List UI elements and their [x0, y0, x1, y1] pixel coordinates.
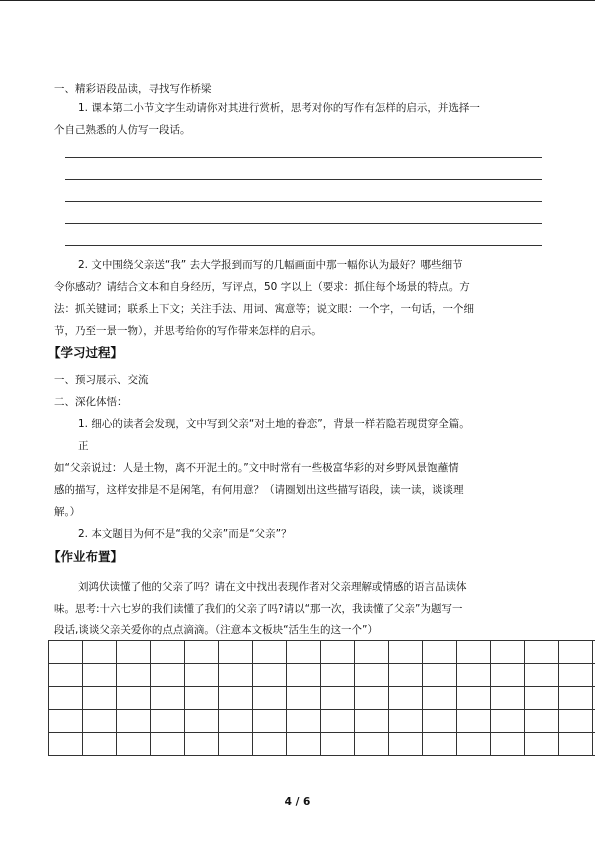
grid-cell[interactable] — [83, 710, 117, 733]
grid-cell[interactable] — [83, 664, 117, 687]
grid-cell[interactable] — [559, 687, 593, 710]
grid-cell[interactable] — [457, 664, 491, 687]
grid-cell[interactable] — [185, 664, 219, 687]
process-step-1: 一、预习展示、交流 — [54, 374, 149, 386]
grid-cell[interactable] — [287, 687, 321, 710]
grid-cell[interactable] — [253, 710, 287, 733]
grid-cell[interactable] — [219, 733, 253, 756]
grid-cell[interactable] — [389, 641, 423, 664]
grid-cell[interactable] — [457, 710, 491, 733]
grid-cell[interactable] — [219, 664, 253, 687]
process-question-1-line-1: 1. 细心的读者会发现，文中写到父亲“对土地的眷恋”，背景一样若隐若现贯穿全篇。 — [78, 418, 470, 430]
grid-cell[interactable] — [253, 641, 287, 664]
question-2-line-1: 2. 文中围绕父亲送“我” 去大学报到而写的几幅画面中那一幅你认为最好？哪些细节 — [78, 259, 463, 271]
grid-cell[interactable] — [83, 733, 117, 756]
grid-cell[interactable] — [253, 733, 287, 756]
page-number: 4 / 6 — [284, 796, 311, 808]
grid-cell[interactable] — [219, 687, 253, 710]
grid-cell[interactable] — [253, 664, 287, 687]
grid-cell[interactable] — [559, 733, 593, 756]
grid-cell[interactable] — [253, 687, 287, 710]
grid-cell[interactable] — [423, 687, 457, 710]
grid-cell[interactable] — [321, 664, 355, 687]
homework-heading: 【作业布置】 — [48, 549, 124, 564]
grid-cell[interactable] — [525, 664, 559, 687]
grid-row — [49, 710, 595, 733]
grid-cell[interactable] — [151, 641, 185, 664]
grid-cell[interactable] — [491, 664, 525, 687]
process-question-1-line-4: 感的描写，这样安排是不是闲笔，有何用意？（请圈划出这些描写语段，读一读，谈谈理 — [54, 484, 464, 496]
grid-cell[interactable] — [117, 664, 151, 687]
grid-row — [49, 687, 595, 710]
grid-cell[interactable] — [355, 687, 389, 710]
grid-cell[interactable] — [525, 733, 559, 756]
grid-cell[interactable] — [457, 733, 491, 756]
process-question-1-line-5: 解。） — [54, 506, 81, 518]
process-question-1-line-3: 如“父亲说过：人是土物，离不开泥土的。”文中时常有一些极富华彩的对乡野风景饱蘸情 — [54, 462, 459, 474]
answer-line-3[interactable] — [65, 201, 542, 202]
homework-line-1: 刘鸿伏读懂了他的父亲了吗？请在文中找出表现作者对父亲理解或情感的语言品读体 — [78, 581, 467, 593]
grid-cell[interactable] — [287, 733, 321, 756]
grid-cell[interactable] — [151, 710, 185, 733]
answer-line-5[interactable] — [65, 245, 542, 246]
grid-row — [49, 664, 595, 687]
grid-cell[interactable] — [287, 641, 321, 664]
grid-cell[interactable] — [525, 710, 559, 733]
question-2-line-4: 节，乃至一景一物），并思考给你的写作带来怎样的启示。 — [54, 325, 322, 337]
grid-cell[interactable] — [151, 687, 185, 710]
grid-cell[interactable] — [117, 641, 151, 664]
grid-cell[interactable] — [321, 641, 355, 664]
page-top-border — [0, 0, 595, 1]
learning-process-heading: 【学习过程】 — [48, 345, 124, 360]
grid-cell[interactable] — [49, 641, 83, 664]
grid-cell[interactable] — [355, 641, 389, 664]
grid-cell[interactable] — [49, 664, 83, 687]
grid-cell[interactable] — [185, 733, 219, 756]
grid-cell[interactable] — [355, 710, 389, 733]
grid-cell[interactable] — [151, 664, 185, 687]
grid-cell[interactable] — [491, 733, 525, 756]
grid-cell[interactable] — [185, 710, 219, 733]
grid-cell[interactable] — [355, 664, 389, 687]
answer-line-4[interactable] — [65, 223, 542, 224]
grid-cell[interactable] — [389, 664, 423, 687]
grid-cell[interactable] — [49, 687, 83, 710]
grid-cell[interactable] — [321, 687, 355, 710]
grid-cell[interactable] — [491, 710, 525, 733]
section-heading-reading: 一、精彩语段品读，寻找写作桥梁 — [54, 83, 212, 95]
grid-cell[interactable] — [457, 687, 491, 710]
grid-cell[interactable] — [49, 710, 83, 733]
grid-cell[interactable] — [321, 733, 355, 756]
grid-cell[interactable] — [491, 687, 525, 710]
homework-line-3: 段话,谈谈父亲关爱你的点点滴滴。（注意本文板块“活生生的这一个”） — [54, 624, 378, 636]
process-question-2: 2. 本文题目为何不是“我的父亲”而是“父亲”？ — [78, 528, 292, 540]
question-2-line-2: 令你感动？请结合文本和自身经历，写评点，50 字以上（要求：抓住每个场景的特点。方 — [54, 281, 470, 293]
answer-line-2[interactable] — [65, 179, 542, 180]
grid-cell[interactable] — [219, 641, 253, 664]
grid-cell[interactable] — [423, 710, 457, 733]
grid-cell[interactable] — [423, 664, 457, 687]
answer-line-1[interactable] — [65, 157, 542, 158]
grid-cell[interactable] — [287, 710, 321, 733]
question-1-line-1: 1. 课本第二小节文字生动请你对其进行赏析，思考对你的写作有怎样的启示，并选择一 — [78, 102, 480, 114]
grid-cell[interactable] — [117, 687, 151, 710]
grid-cell[interactable] — [457, 641, 491, 664]
homework-line-2: 味。思考:十六七岁的我们读懂了我们的父亲了吗?请以“那一次，我读懂了父亲”为题写一 — [54, 603, 463, 615]
grid-cell[interactable] — [525, 641, 559, 664]
grid-row — [49, 733, 595, 756]
process-step-2: 二、深化体悟： — [54, 396, 128, 408]
grid-cell[interactable] — [151, 733, 185, 756]
grid-cell[interactable] — [185, 641, 219, 664]
grid-row — [49, 641, 595, 664]
grid-cell[interactable] — [559, 710, 593, 733]
grid-cell[interactable] — [83, 687, 117, 710]
grid-cell[interactable] — [117, 710, 151, 733]
grid-cell[interactable] — [355, 733, 389, 756]
question-2-line-3: 法：抓关键词；联系上下文；关注手法、用词、寓意等；说文眼：一个字，一句话，一个细 — [54, 303, 474, 315]
grid-cell[interactable] — [423, 733, 457, 756]
grid-cell[interactable] — [49, 733, 83, 756]
writing-grid[interactable] — [48, 640, 595, 756]
grid-cell[interactable] — [423, 641, 457, 664]
grid-cell[interactable] — [83, 641, 117, 664]
grid-cell[interactable] — [389, 710, 423, 733]
question-1-line-2: 个自己熟悉的人仿写一段话。 — [54, 124, 191, 136]
grid-cell[interactable] — [559, 664, 593, 687]
process-question-1-line-2: 正 — [78, 440, 89, 452]
grid-cell[interactable] — [117, 733, 151, 756]
grid-cell[interactable] — [389, 733, 423, 756]
grid-cell[interactable] — [321, 710, 355, 733]
grid-cell[interactable] — [491, 641, 525, 664]
grid-cell[interactable] — [559, 641, 593, 664]
grid-cell[interactable] — [525, 687, 559, 710]
grid-cell[interactable] — [219, 710, 253, 733]
grid-cell[interactable] — [389, 687, 423, 710]
grid-cell[interactable] — [185, 687, 219, 710]
grid-cell[interactable] — [287, 664, 321, 687]
